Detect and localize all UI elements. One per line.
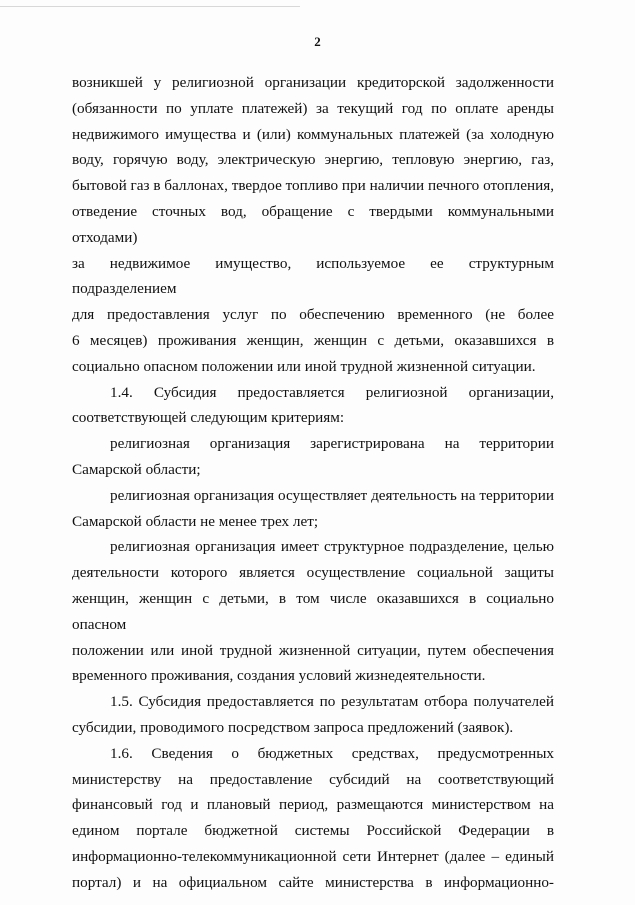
text-line: финансовый год и плановый период, размещаются министерством на [72,796,554,814]
text-line: для предоставления услуг по обеспечению временного (не более [72,306,554,324]
text-line: временного проживания, создания условий жизнедеятельности. [72,667,486,685]
text-line: портал) и на официальном сайте министерства в информационно- [72,873,554,891]
text-line: Самарской области не менее трех лет; [72,512,319,530]
text-line: министерству на предоставление субсидий на соответствующий [72,770,554,788]
text-line: 6 месяцев) проживания женщин, женщин с детьми, оказавшихся в [72,331,554,349]
text-line: отведение сточных вод, обращение с твердыми коммунальными отходами) [72,202,554,246]
document-body [72,70,554,896]
text-line: Самарской области; [72,460,201,478]
scan-artifact-line [0,6,300,7]
text-line: субсидии, проводимого посредством запроса предложений (заявок). [72,718,514,736]
text-line: информационно-телекоммуникационной сети Интернет (далее – единый [72,847,554,865]
text-line: религиозная организация имеет структурное подразделение, целью [110,538,554,556]
text-line: религиозная организация осуществляет деятельность на территории [110,486,554,504]
text-line: положении или иной трудной жизненной ситуации, путем обеспечения [72,641,554,659]
text-line: социально опасном положении или иной трудной жизненной ситуации. [72,357,536,375]
text-line: религиозная организация зарегистрирована на территории [110,435,554,453]
text-line: 1.5. Субсидия предоставляется по результатам отбора получателей [110,693,554,711]
text-line: женщин, женщин с детьми, в том числе оказавшихся в социально опасном [72,589,554,633]
text-line: недвижимого имущества и (или) коммунальных платежей (за холодную [72,125,554,143]
text-line: 1.4. Субсидия предоставляется религиозной организации, [110,383,554,401]
text-line: воду, горячую воду, электрическую энергию, тепловую энергию, газ, [72,151,554,169]
text-line: деятельности которого является осуществление социальной защиты [72,564,554,582]
text-line: (обязанности по уплате платежей) за текущий год по оплате аренды [72,99,554,117]
text-line: за недвижимое имущество, используемое ее структурным подразделением [72,254,554,298]
page-number: 2 [314,34,321,49]
text-line: соответствующей следующим критериям: [72,409,345,427]
text-line: бытовой газ в баллонах, твердое топливо при наличии печного отопления, [72,177,554,195]
text-line: 1.6. Сведения о бюджетных средствах, предусмотренных [110,744,554,762]
text-line: едином портале бюджетной системы Российской Федерации в [72,822,554,840]
text-line: возникшей у религиозной организации кредиторской задолженности [72,74,554,91]
